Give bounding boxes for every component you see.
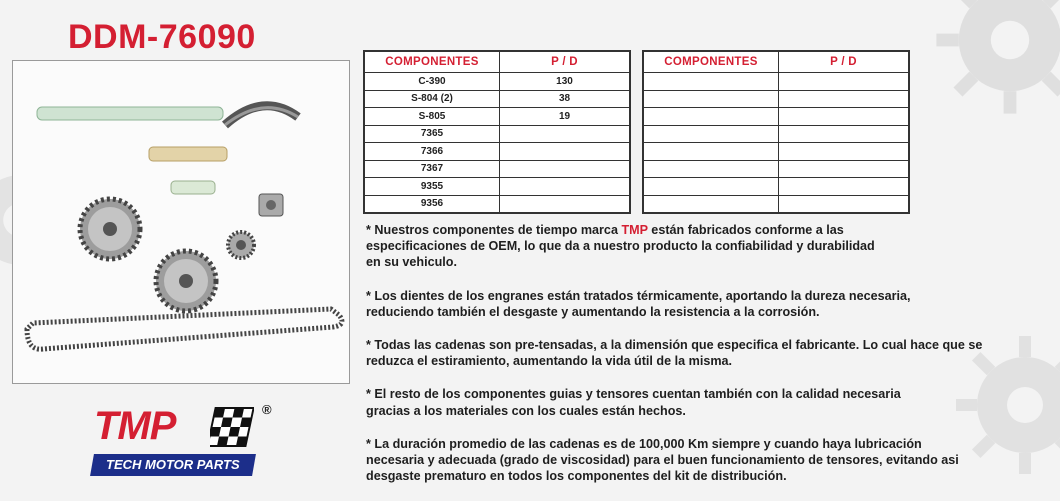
table-row xyxy=(364,108,630,126)
note-chains: * Todas las cadenas son pre-tensadas, a la dimensión que especifica el fabricante. Lo cual hace que se reduzca el estiramiento, aumentando la vida útil de la misma. xyxy=(366,338,983,369)
table-row xyxy=(643,125,909,143)
chain-guide-tan xyxy=(149,147,227,161)
table-row xyxy=(364,143,630,161)
logo-text: TMP xyxy=(94,404,176,448)
registered-mark: ® xyxy=(262,402,272,417)
column-header-componentes: COMPONENTES xyxy=(643,51,779,73)
component-code: 7365 xyxy=(364,125,500,143)
table-row xyxy=(643,195,909,213)
column-header-pd: P / D xyxy=(779,51,910,73)
note-oem: * Nuestros componentes de tiempo marca TMP están fabricados conforme a las especificaciones de OEM, lo que da a nuestro producto la confiabilidad y durabilidad en su vehiculo. xyxy=(366,223,875,270)
component-pd: 19 xyxy=(500,108,631,126)
product-photo xyxy=(12,60,350,384)
component-code: S-804 (2) xyxy=(364,90,500,108)
timing-chain xyxy=(27,309,342,349)
sprocket-large-2 xyxy=(156,251,216,311)
chain-guide-green xyxy=(37,107,223,120)
table-row xyxy=(364,90,630,108)
components-table-right xyxy=(642,50,910,214)
component-pd: 38 xyxy=(500,90,631,108)
sprocket-large-1 xyxy=(80,199,140,259)
table-row xyxy=(643,90,909,108)
component-pd xyxy=(500,178,631,196)
component-pd xyxy=(500,125,631,143)
component-pd xyxy=(500,195,631,213)
component-code: 9355 xyxy=(364,178,500,196)
chain-guide-small xyxy=(171,181,215,194)
sprocket-small xyxy=(228,232,254,258)
table-row xyxy=(643,160,909,178)
table-row xyxy=(364,195,630,213)
component-code: 7367 xyxy=(364,160,500,178)
background-gear-icon xyxy=(930,0,1060,120)
product-notes xyxy=(366,222,1056,501)
component-code: 7366 xyxy=(364,143,500,161)
table-row xyxy=(643,108,909,126)
table-row xyxy=(643,73,909,91)
table-row xyxy=(364,73,630,91)
note-duration: * La duración promedio de las cadenas es de 100,000 Km siempre y cuando haya lubricación necesaria y adecuada (grado de viscosidad) para el buen funcionamiento de tensores, evitando asi desgaste prematuro en todos los componentes del kit de distribución. xyxy=(366,436,959,484)
note-guides: * El resto de los componentes guias y tensores cuentan también con la calidad necesaria gracias a los materiales con los cuales están hechos. xyxy=(366,387,901,418)
logo-subtitle: TECH MOTOR PARTS xyxy=(106,457,240,472)
brand-name: TMP xyxy=(621,223,648,237)
logo-subtitle-bar xyxy=(90,454,256,476)
page-title: DDM-76090 xyxy=(68,18,256,56)
component-code: 9356 xyxy=(364,195,500,213)
table-row xyxy=(643,178,909,196)
component-pd xyxy=(500,160,631,178)
component-pd xyxy=(500,143,631,161)
note-gears: * Los dientes de los engranes están tratados térmicamente, aportando la dureza necesaria, reduciendo también el desgaste y aumentando la resistencia a la corrosión. xyxy=(366,288,911,319)
component-pd: 130 xyxy=(500,73,631,91)
table-row xyxy=(364,125,630,143)
table-row xyxy=(364,160,630,178)
column-header-componentes: COMPONENTES xyxy=(364,51,500,73)
table-row xyxy=(364,178,630,196)
column-header-pd: P / D xyxy=(500,51,631,73)
component-code: C-390 xyxy=(364,73,500,91)
checkered-flag-icon xyxy=(210,406,254,450)
tmp-logo xyxy=(92,402,282,478)
components-table-left xyxy=(363,50,631,214)
component-code: S-805 xyxy=(364,108,500,126)
table-row xyxy=(643,143,909,161)
